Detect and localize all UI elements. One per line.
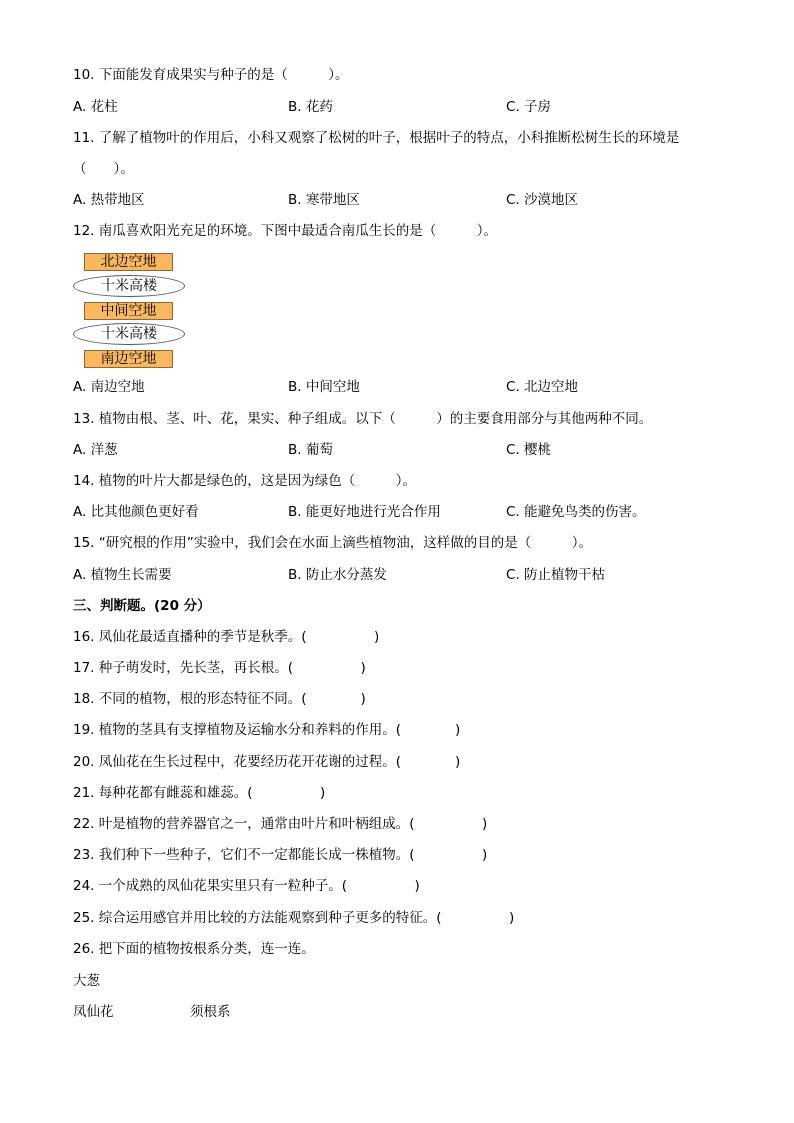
q14-stem: 14. 植物的叶片大都是绿色的，这是因为绿色（ ）。 xyxy=(73,473,417,489)
q21: 21. 每种花都有雌蕊和雄蕊。( ) xyxy=(73,785,326,801)
q26-root-type: 须根系 xyxy=(190,1004,231,1020)
building-bottom: 十米高楼 xyxy=(73,323,185,345)
q19: 19. 植物的茎具有支撑植物及运输水分和养料的作用。( ) xyxy=(73,722,461,738)
q12-option-b: B. 中间空地 xyxy=(288,379,360,395)
q18: 18. 不同的植物，根的形态特征不同。( ) xyxy=(73,691,366,707)
q10-option-c: C. 子房 xyxy=(506,99,552,115)
north-plot: 北边空地 xyxy=(84,253,173,271)
middle-plot: 中间空地 xyxy=(84,302,173,320)
q14-option-c: C. 能避免鸟类的伤害。 xyxy=(506,504,646,520)
q13-option-c: C. 樱桃 xyxy=(506,442,552,458)
q13-stem: 13. 植物由根、茎、叶、花，果实、种子组成。以下（ ）的主要食用部分与其他两种不同。 xyxy=(73,411,653,427)
q25: 25. 综合运用感官并用比较的方法能观察到种子更多的特征。( ) xyxy=(73,910,515,926)
q13-option-b: B. 葡萄 xyxy=(288,442,333,458)
q11-stem: 11. 了解了植物叶的作用后，小科又观察了松树的叶子，根据叶子的特点，小科推断松树生长的环境是 xyxy=(73,130,680,146)
south-plot: 南边空地 xyxy=(84,350,173,368)
q11-option-c: C. 沙漠地区 xyxy=(506,192,579,208)
q15-option-c: C. 防止植物干枯 xyxy=(506,567,606,583)
building-top: 十米高楼 xyxy=(73,275,185,297)
q15-stem: 15. “研究根的作用”实验中，我们会在水面上滴些植物油，这样做的目的是（ ）。 xyxy=(73,535,592,551)
q26: 26. 把下面的植物按根系分类，连一连。 xyxy=(73,941,315,957)
q12-stem: 12. 南瓜喜欢阳光充足的环境。下图中最适合南瓜生长的是（ ）。 xyxy=(73,223,498,239)
q10-option-b: B. 花药 xyxy=(288,99,333,115)
q23: 23. 我们种下一些种子，它们不一定都能长成一株植物。( ) xyxy=(73,847,488,863)
q11-option-b: B. 寒带地区 xyxy=(288,192,360,208)
q12-option-a: A. 南边空地 xyxy=(73,379,145,395)
q24: 24. 一个成熟的凤仙花果实里只有一粒种子。( ) xyxy=(73,878,420,894)
q15-option-a: A. 植物生长需要 xyxy=(73,567,172,583)
q11-stem-cont: （ ）。 xyxy=(73,161,134,177)
section-heading: 三、判断题。(20 分） xyxy=(73,598,211,614)
q14-option-b: B. 能更好地进行光合作用 xyxy=(288,504,441,520)
q10-option-a: A. 花柱 xyxy=(73,99,118,115)
q12-option-c: C. 北边空地 xyxy=(506,379,579,395)
q10-stem: 10. 下面能发育成果实与种子的是（ ）。 xyxy=(73,67,349,83)
q16: 16. 凤仙花最适直播种的季节是秋季。( ) xyxy=(73,629,380,645)
q17: 17. 种子萌发时，先长茎，再长根。( ) xyxy=(73,660,366,676)
q22: 22. 叶是植物的营养器官之一，通常由叶片和叶柄组成。( ) xyxy=(73,816,488,832)
q26-plant-balsam: 凤仙花 xyxy=(73,1004,114,1020)
q15-option-b: B. 防止水分蒸发 xyxy=(288,567,387,583)
q14-option-a: A. 比其他颜色更好看 xyxy=(73,504,199,520)
q20: 20. 凤仙花在生长过程中，花要经历花开花谢的过程。( ) xyxy=(73,754,461,770)
q26-plant-onion: 大葱 xyxy=(73,973,100,989)
q11-option-a: A. 热带地区 xyxy=(73,192,145,208)
q13-option-a: A. 洋葱 xyxy=(73,442,118,458)
